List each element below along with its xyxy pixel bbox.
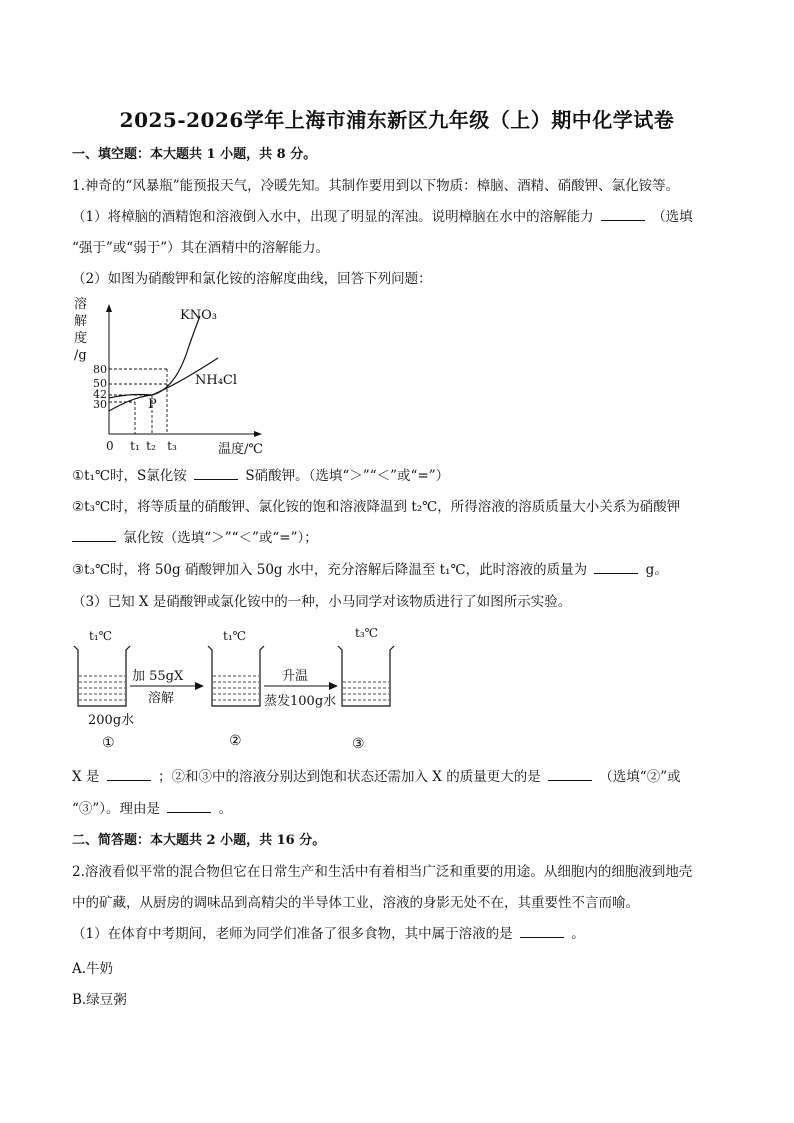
q1-part1 — [72, 208, 693, 226]
xtick-t2: t₂ — [146, 439, 156, 453]
q1-sub1-text: ①t₁℃时，S氯化铵 — [72, 468, 187, 484]
xtick-t3: t₃ — [167, 439, 177, 453]
x-tick-labels — [130, 439, 177, 453]
ytick-30: 30 — [93, 398, 107, 411]
beaker-3 — [338, 646, 394, 706]
ylabel-char: 解 — [74, 314, 88, 329]
q1-sub3 — [72, 561, 668, 579]
q1-sub1-text-b: S硝酸钾。（选填“＞”“＜”或“=”） — [245, 468, 450, 484]
graph-ylabel — [74, 296, 87, 363]
answer-blank — [520, 925, 564, 938]
q1-part3: （3）已知 X 是硝酸钾或氯化铵中的一种，小马同学对该物质进行了如图所示实验。 — [72, 594, 572, 610]
q1-part1-text-b: （选填 — [652, 209, 693, 225]
q1-sub2: ②t₃℃时，将等质量的硝酸钾、氯化铵的饱和溶液降温到 t₂℃，所得溶液的溶质质量大小关系为硝酸钾 — [72, 499, 681, 515]
y-axis-arrow — [106, 304, 112, 312]
q2-part1-text-b: 。 — [571, 926, 585, 942]
arrow-2-head — [329, 682, 338, 690]
q1-sub1 — [72, 467, 449, 485]
q1-ans2-text: “③”）。理由是 — [72, 801, 161, 817]
y-tick-labels — [93, 363, 107, 411]
q1-sub3-text: ③t₃℃时，将 50g 硝酸钾加入 50g 水中，充分溶解后降温至 t₁℃，此时溶液的质量为 — [72, 562, 588, 578]
ytick-50: 50 — [93, 377, 107, 390]
page-title: 2025-2026学年上海市浦东新区九年级（上）期中化学试卷 — [119, 108, 675, 132]
ytick-42: 42 — [93, 388, 107, 401]
q1-part1-text: （1）将樟脑的酒精饱和溶液倒入水中，出现了明显的浑浊。说明樟脑在水中的溶解能力 — [72, 209, 594, 225]
origin-label: 0 — [106, 439, 114, 453]
xtick-t1: t₁ — [130, 439, 140, 453]
kno3-label: KNO₃ — [180, 308, 217, 323]
temp-label-2: t₁℃ — [223, 629, 247, 643]
q1-sub2-text-b: 氯化铵（选填“＞”“＜”或“=”）； — [123, 530, 318, 546]
beaker-number-2: ② — [229, 733, 242, 749]
arrow-2-bottom-label: 蒸发100g水 — [264, 694, 337, 709]
q1-sub3-text-b: g。 — [645, 562, 668, 578]
q1-ans-text-b: ；②和③中的溶液分别达到饱和状态还需加入 X 的质量更大的是 — [158, 769, 541, 785]
q2-intro-1: 2.溶液看似平常的混合物但它在日常生产和生活中有着相当广泛和重要的用途。从细胞内的细胞液到地壳 — [72, 864, 693, 880]
q1-ans-text: X 是 — [72, 769, 100, 785]
ylabel-char: 溶 — [74, 297, 88, 312]
x-axis-arrow — [254, 431, 262, 437]
temp-label-3: t₃℃ — [355, 626, 379, 640]
q1-sub2-cont — [72, 529, 318, 547]
dashed-guides — [109, 369, 167, 434]
arrow-1-head — [195, 682, 204, 690]
ytick-80: 80 — [93, 363, 107, 376]
experiment-diagram — [68, 620, 408, 758]
answer-blank — [72, 529, 116, 542]
section-heading-2: 二、简答题：本大题共 2 小题，共 16 分。 — [72, 833, 326, 848]
option-b: B.绿豆粥 — [72, 992, 127, 1008]
answer-blank — [548, 768, 592, 781]
section-heading-1: 一、填空题：本大题共 1 小题，共 8 分。 — [72, 147, 317, 162]
solubility-graph — [68, 294, 288, 460]
nh4cl-label: NH₄Cl — [195, 373, 238, 388]
beaker-2 — [208, 646, 264, 706]
xlabel: 温度/℃ — [218, 442, 263, 457]
option-a: A.牛奶 — [72, 961, 114, 977]
ylabel-char: /g — [74, 348, 87, 363]
answer-blank — [594, 561, 638, 574]
arrow-1-top-label: 加 55gX — [132, 669, 184, 684]
answer-blank — [194, 467, 238, 480]
q2-intro-2: 中的矿藏，从厨房的调味品到高精尖的半导体工业，溶液的身影无处不在，其重要性不言而喻。 — [72, 895, 639, 911]
beaker-number-1: ① — [102, 735, 115, 751]
q1-part1-cont: “强于”或“弱于”）其在酒精中的溶解能力。 — [72, 240, 330, 256]
q1-ans2-text-b: 。 — [218, 801, 233, 817]
answer-blank — [601, 208, 645, 221]
answer-blank — [107, 768, 151, 781]
q1-part2: （2）如图为硝酸钾和氯化铵的溶解度曲线，回答下列问题： — [72, 271, 432, 287]
beaker-number-3: ③ — [352, 736, 365, 752]
point-p-label: P — [148, 397, 157, 412]
q1-answer-line1 — [72, 768, 681, 786]
arrow-1-bottom-label: 溶解 — [148, 691, 175, 706]
ylabel-char: 度 — [74, 331, 88, 346]
q2-part1 — [72, 925, 585, 943]
temp-label-1: t₁℃ — [89, 629, 113, 643]
q2-part1-text: （1）在体育中考期间，老师为同学们准备了很多食物，其中属于溶液的是 — [72, 926, 513, 942]
water-label: 200g水 — [88, 713, 135, 728]
answer-blank — [167, 800, 211, 813]
arrow-2-top-label: 升温 — [282, 669, 309, 684]
q1-intro: 1.神奇的“风暴瓶”能预报天气，冷暖先知。其制作要用到以下物质：樟脑、酒精、硝酸钾、氯化铵等。 — [72, 178, 680, 194]
q1-answer-line2 — [72, 800, 232, 818]
beaker-1 — [74, 646, 130, 706]
q1-ans-text-c: （选填“②”或 — [599, 769, 681, 785]
